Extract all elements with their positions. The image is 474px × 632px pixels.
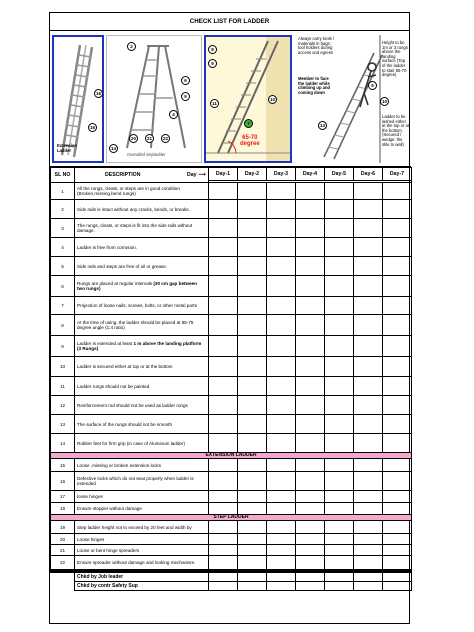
day-check-cell[interactable]	[267, 257, 296, 276]
day-check-cell[interactable]	[267, 434, 296, 453]
row-number: 11	[51, 377, 75, 396]
row-description: Ladder is extended at least 1 m above the landing platform (3 Rungs)	[75, 336, 209, 357]
day-check-cell[interactable]	[325, 219, 354, 238]
day-check-cell[interactable]	[209, 238, 238, 257]
day-check-cell[interactable]	[238, 200, 267, 219]
day-check-cell[interactable]	[354, 396, 383, 415]
table-row	[51, 503, 412, 515]
table-row	[51, 521, 412, 534]
row-number: 6	[51, 276, 75, 297]
row-description: Step ladder height not to exceed by 20 feet and width by	[75, 521, 209, 534]
signoff-cell[interactable]	[267, 582, 296, 591]
section-header-step: STEP LADDER	[51, 515, 412, 521]
section-header-extension: EXTENSION LADDER	[51, 453, 412, 459]
callout-badge: 4	[169, 110, 178, 119]
day-check-cell[interactable]	[267, 534, 296, 545]
row-number: 17	[51, 491, 75, 503]
day-check-cell[interactable]	[209, 336, 238, 357]
day-check-cell[interactable]	[296, 200, 325, 219]
day-check-cell[interactable]	[354, 472, 383, 491]
day-check-cell[interactable]	[296, 491, 325, 503]
row-number: 21	[51, 545, 75, 556]
row-description: Ladder is free from corrosion.	[75, 238, 209, 257]
day-check-cell[interactable]	[209, 556, 238, 570]
table-row	[51, 491, 412, 503]
day-check-cell[interactable]	[238, 545, 267, 556]
day-check-cell[interactable]	[238, 238, 267, 257]
row-description: Loose ,missing or broken extension locks	[75, 459, 209, 472]
extension-items	[51, 459, 412, 515]
day-check-cell[interactable]	[238, 336, 267, 357]
day-check-cell[interactable]	[354, 459, 383, 472]
day-check-cell[interactable]	[267, 238, 296, 257]
day-check-cell[interactable]	[238, 415, 267, 434]
row-number: 10	[51, 357, 75, 377]
day-check-cell[interactable]	[325, 556, 354, 570]
row-description: Ensure stopper without damage	[75, 503, 209, 515]
day-check-cell[interactable]	[383, 534, 412, 545]
day-check-cell[interactable]	[267, 297, 296, 315]
callout-badge: 9	[208, 59, 217, 68]
col-header-day-6: Day-6	[354, 168, 383, 181]
day-check-cell[interactable]	[238, 503, 267, 515]
row-description: Loose or bent hinge spreaders	[75, 545, 209, 556]
day-check-cell[interactable]	[354, 434, 383, 453]
row-number: 18	[51, 503, 75, 515]
day-check-cell[interactable]	[296, 238, 325, 257]
day-check-cell[interactable]	[267, 200, 296, 219]
day-check-cell[interactable]	[325, 276, 354, 297]
callout-badge: 10	[381, 99, 387, 104]
table-row	[51, 183, 412, 200]
callout-badge: 6	[181, 76, 190, 85]
table-header-row	[51, 168, 412, 181]
row-number: 2	[51, 200, 75, 219]
day-check-cell[interactable]	[354, 377, 383, 396]
day-check-cell[interactable]	[296, 257, 325, 276]
day-check-cell[interactable]	[383, 545, 412, 556]
row-description: Ensure spreader without damage and looking mechanism.	[75, 556, 209, 570]
day-check-cell[interactable]	[296, 415, 325, 434]
day-check-cell[interactable]	[209, 459, 238, 472]
day-check-cell[interactable]	[296, 219, 325, 238]
day-check-cell[interactable]	[267, 183, 296, 200]
table-row	[51, 415, 412, 434]
day-text: Day	[187, 171, 197, 178]
day-check-cell[interactable]	[296, 459, 325, 472]
day-check-cell[interactable]	[209, 219, 238, 238]
day-check-cell[interactable]	[209, 415, 238, 434]
day-check-cell[interactable]	[209, 276, 238, 297]
day-check-cell[interactable]	[325, 415, 354, 434]
day-check-cell[interactable]	[383, 219, 412, 238]
day-check-cell[interactable]	[325, 315, 354, 336]
day-check-cell[interactable]	[354, 491, 383, 503]
row-description: Defective locks which do not seat properly when ladder is extended	[75, 472, 209, 491]
day-check-cell[interactable]	[267, 521, 296, 534]
signoff-cell[interactable]	[383, 582, 412, 591]
day-check-cell[interactable]	[383, 491, 412, 503]
row-description: The rungs, cleats, or steps is fit into the side rails without damage.	[75, 219, 209, 238]
day-check-cell[interactable]	[296, 336, 325, 357]
day-check-cell[interactable]	[238, 315, 267, 336]
day-check-cell[interactable]	[296, 472, 325, 491]
table-row	[51, 556, 412, 570]
day-check-cell[interactable]	[267, 336, 296, 357]
day-check-cell[interactable]	[325, 183, 354, 200]
day-check-cell[interactable]	[383, 396, 412, 415]
row-number: 4	[51, 238, 75, 257]
row-number: 20	[51, 534, 75, 545]
signoff-cell[interactable]	[325, 582, 354, 591]
row-number: 16	[51, 472, 75, 491]
row-number: 19	[51, 521, 75, 534]
table-row	[51, 472, 412, 491]
callout-badge: 8	[208, 45, 217, 54]
note-tie: Ladder to be lashed either at the top or at the bottom (Secured / wedge: the stile to wall)	[382, 114, 410, 147]
day-check-cell[interactable]	[296, 377, 325, 396]
day-check-cell[interactable]	[325, 491, 354, 503]
day-check-cell[interactable]	[209, 491, 238, 503]
day-check-cell[interactable]	[383, 276, 412, 297]
checklist-sheet	[49, 12, 410, 624]
table-row	[51, 297, 412, 315]
day-check-cell[interactable]	[296, 521, 325, 534]
day-check-cell[interactable]	[209, 257, 238, 276]
day-check-cell[interactable]	[354, 183, 383, 200]
day-check-cell[interactable]	[238, 276, 267, 297]
day-check-cell[interactable]	[354, 534, 383, 545]
table-row	[51, 357, 412, 377]
row-description: Side rails and steps are free of oil or grease.	[75, 257, 209, 276]
row-description: Ladder rungs should not be painted.	[75, 377, 209, 396]
day-check-cell[interactable]	[383, 238, 412, 257]
day-check-cell[interactable]	[354, 257, 383, 276]
callout-badge: 5	[368, 81, 377, 90]
day-check-cell[interactable]	[238, 257, 267, 276]
callout-badge: 9	[181, 92, 190, 101]
day-check-cell[interactable]	[267, 556, 296, 570]
day-check-cell[interactable]	[383, 503, 412, 515]
day-check-cell[interactable]	[325, 357, 354, 377]
day-check-cell[interactable]	[209, 503, 238, 515]
day-check-cell[interactable]	[383, 183, 412, 200]
signoff-cell[interactable]	[267, 573, 296, 582]
day-check-cell[interactable]	[209, 297, 238, 315]
table-row	[51, 257, 412, 276]
table-row	[51, 219, 412, 238]
day-check-cell[interactable]	[354, 556, 383, 570]
day-check-cell[interactable]	[354, 503, 383, 515]
day-check-cell[interactable]	[325, 534, 354, 545]
row-number: 8	[51, 315, 75, 336]
row-description: Side rails is intact without any cracks, bends, or breaks.	[75, 200, 209, 219]
row-number: 7	[51, 297, 75, 315]
col-header-day-2: Day-2	[238, 168, 267, 181]
day-check-cell[interactable]	[325, 396, 354, 415]
general-items	[51, 183, 412, 453]
day-check-cell[interactable]	[238, 183, 267, 200]
row-number: 9	[51, 336, 75, 357]
col-header-day-1: Day-1	[209, 168, 238, 181]
table-row	[51, 434, 412, 453]
callout-badge: 10	[269, 97, 275, 102]
day-check-cell[interactable]	[383, 377, 412, 396]
day-check-cell[interactable]	[238, 534, 267, 545]
table-row	[51, 238, 412, 257]
callout-badge: 11	[210, 99, 219, 108]
day-check-cell[interactable]	[354, 545, 383, 556]
day-check-cell[interactable]	[383, 556, 412, 570]
day-check-cell[interactable]	[354, 336, 383, 357]
day-check-cell[interactable]	[325, 238, 354, 257]
callout-badge: 20	[130, 136, 136, 141]
day-check-cell[interactable]	[296, 183, 325, 200]
col-header-day-4: Day-4	[296, 168, 325, 181]
day-check-cell[interactable]	[209, 396, 238, 415]
day-check-cell[interactable]	[267, 415, 296, 434]
row-description: Ladder is secured either at top or at the bottom	[75, 357, 209, 377]
day-check-cell[interactable]	[209, 357, 238, 377]
day-check-cell[interactable]	[296, 315, 325, 336]
row-description: Projection of loose nails, screws, bolts, or other metal parts	[75, 297, 209, 315]
signoff-row	[51, 582, 412, 591]
day-check-cell[interactable]	[325, 545, 354, 556]
day-check-cell[interactable]	[325, 377, 354, 396]
col-header-day-7: Day-7	[383, 168, 412, 181]
note-height: Height to be 1m or 3 rungs above the landing surface (Top of the ladder to stair 65-70 degree)	[382, 40, 408, 78]
signoff-cell[interactable]	[354, 582, 383, 591]
day-check-cell[interactable]	[267, 545, 296, 556]
day-check-cell[interactable]	[325, 297, 354, 315]
day-check-cell[interactable]	[296, 297, 325, 315]
day-check-cell[interactable]	[296, 534, 325, 545]
day-check-cell[interactable]	[267, 276, 296, 297]
step-ladder-picture	[106, 35, 202, 163]
day-check-cell[interactable]	[238, 297, 267, 315]
col-header-description	[75, 168, 209, 183]
table-row	[51, 534, 412, 545]
row-description: Loose hinges	[75, 534, 209, 545]
day-check-cell[interactable]	[209, 183, 238, 200]
row-number: 14	[51, 434, 75, 453]
day-check-cell[interactable]	[354, 415, 383, 434]
signoff-section	[51, 570, 412, 591]
table-row	[51, 276, 412, 297]
arrow-right-icon: ⟶	[198, 171, 206, 178]
day-check-cell[interactable]	[296, 396, 325, 415]
day-check-cell[interactable]	[209, 521, 238, 534]
signoff-cell[interactable]	[383, 573, 412, 582]
ladder-angle-picture	[204, 35, 292, 163]
day-check-cell[interactable]	[238, 357, 267, 377]
day-check-cell[interactable]	[354, 238, 383, 257]
row-description: At the time of using, the ladder should be placed at 65-75 degree angle (1:4 ratio)	[75, 315, 209, 336]
day-check-cell[interactable]	[296, 503, 325, 515]
day-check-cell[interactable]	[238, 459, 267, 472]
day-check-cell[interactable]	[354, 521, 383, 534]
day-check-cell[interactable]	[296, 276, 325, 297]
day-check-cell[interactable]	[296, 357, 325, 377]
day-check-cell[interactable]	[325, 503, 354, 515]
row-number: 13	[51, 415, 75, 434]
illustration-strip	[50, 31, 411, 167]
table-row	[51, 396, 412, 415]
day-check-cell[interactable]	[238, 556, 267, 570]
signoff-cell[interactable]	[354, 573, 383, 582]
day-check-cell[interactable]	[209, 534, 238, 545]
day-check-cell[interactable]	[325, 472, 354, 491]
day-check-cell[interactable]	[267, 396, 296, 415]
row-number: 5	[51, 257, 75, 276]
day-check-cell[interactable]	[383, 459, 412, 472]
checklist-table	[50, 167, 412, 591]
description-label: DESCRIPTION	[105, 171, 141, 178]
day-check-cell[interactable]	[209, 545, 238, 556]
day-check-cell[interactable]	[267, 315, 296, 336]
row-description: The surface of the rungs should not be smooth	[75, 415, 209, 434]
day-check-cell[interactable]	[267, 357, 296, 377]
day-check-cell[interactable]	[238, 491, 267, 503]
signoff-cell[interactable]	[296, 582, 325, 591]
day-check-cell[interactable]	[325, 336, 354, 357]
day-check-cell[interactable]	[209, 315, 238, 336]
signoff-cell[interactable]	[209, 573, 238, 582]
signoff-row	[51, 573, 412, 582]
day-check-cell[interactable]	[238, 521, 267, 534]
day-check-cell[interactable]	[354, 219, 383, 238]
day-check-cell[interactable]	[209, 434, 238, 453]
day-label	[187, 173, 206, 178]
row-description: Rubber feet for firm grip (in case of Aluminum ladder)	[75, 434, 209, 453]
signoff-cell[interactable]	[238, 582, 267, 591]
row-description: loose hinges	[75, 491, 209, 503]
row-number: 12	[51, 396, 75, 415]
col-header-day-3: Day-3	[267, 168, 296, 181]
day-check-cell[interactable]	[383, 434, 412, 453]
row-description: Reinforcement rod should not be used as ladder rungs	[75, 396, 209, 415]
row-number: 3	[51, 219, 75, 238]
callout-badge: 7	[244, 119, 253, 128]
callout-badge: 16	[95, 91, 101, 96]
day-check-cell[interactable]	[267, 491, 296, 503]
day-check-cell[interactable]	[383, 200, 412, 219]
row-number: 22	[51, 556, 75, 570]
note-carry-tools: Always carry tools / materials in bags; tool holders during access and egress	[298, 36, 335, 55]
signoff-cell[interactable]	[296, 573, 325, 582]
day-check-cell[interactable]	[325, 257, 354, 276]
signoff-label: Chkd by contr Safety Sup	[75, 582, 209, 591]
step-items	[51, 521, 412, 570]
day-check-cell[interactable]	[325, 459, 354, 472]
callout-badge: 13	[319, 123, 325, 128]
day-check-cell[interactable]	[383, 297, 412, 315]
day-check-cell[interactable]	[325, 434, 354, 453]
table-row	[51, 459, 412, 472]
day-check-cell[interactable]	[325, 521, 354, 534]
day-check-cell[interactable]	[383, 472, 412, 491]
day-check-cell[interactable]	[383, 521, 412, 534]
row-description: Rungs are placed at regular intervals (30 cm gap between two rungs)	[75, 276, 209, 297]
table-row	[51, 377, 412, 396]
callout-badge: 21	[146, 136, 152, 141]
table-row	[51, 336, 412, 357]
day-check-cell[interactable]	[238, 396, 267, 415]
day-check-cell[interactable]	[267, 219, 296, 238]
row-number: 1	[51, 183, 75, 200]
signoff-cell[interactable]	[325, 573, 354, 582]
signoff-label: Chkd by Job leader	[75, 573, 209, 582]
day-check-cell[interactable]	[296, 545, 325, 556]
day-check-cell[interactable]	[296, 556, 325, 570]
day-check-cell[interactable]	[383, 357, 412, 377]
day-check-cell[interactable]	[238, 434, 267, 453]
signoff-cell[interactable]	[209, 582, 238, 591]
day-check-cell[interactable]	[383, 415, 412, 434]
extension-ladder-caption: Extension Ladder	[57, 143, 78, 153]
table-row	[51, 545, 412, 556]
day-check-cell[interactable]	[238, 377, 267, 396]
callout-badge: 14	[110, 146, 116, 151]
note-face-ladder: Member to face the ladder while climbing up and coming down	[298, 76, 331, 95]
day-check-cell[interactable]	[354, 315, 383, 336]
day-check-cell[interactable]	[267, 377, 296, 396]
day-check-cell[interactable]	[325, 200, 354, 219]
day-check-cell[interactable]	[354, 297, 383, 315]
day-check-cell[interactable]	[267, 472, 296, 491]
row-number: 15	[51, 459, 75, 472]
day-check-cell[interactable]	[383, 315, 412, 336]
day-check-cell[interactable]	[354, 357, 383, 377]
angle-label: 65-70 degree	[240, 135, 260, 147]
table-row	[51, 315, 412, 336]
day-check-cell[interactable]	[209, 200, 238, 219]
col-header-day-5: Day-5	[325, 168, 354, 181]
step-ladder-caption: Overalled stepladder	[127, 152, 166, 157]
callout-badge: 16	[89, 125, 95, 130]
day-check-cell[interactable]	[209, 377, 238, 396]
day-check-cell[interactable]	[383, 257, 412, 276]
day-check-cell[interactable]	[267, 459, 296, 472]
extension-ladder-picture	[52, 35, 104, 163]
worker-ladder-picture	[294, 35, 409, 163]
day-check-cell[interactable]	[354, 200, 383, 219]
day-check-cell[interactable]	[238, 472, 267, 491]
callout-badge: 22	[162, 136, 168, 141]
day-check-cell[interactable]	[383, 336, 412, 357]
day-check-cell[interactable]	[238, 219, 267, 238]
table-row	[51, 200, 412, 219]
day-check-cell[interactable]	[354, 276, 383, 297]
page-title: CHECK LIST FOR LADDER	[50, 13, 409, 31]
day-check-cell[interactable]	[209, 472, 238, 491]
day-check-cell[interactable]	[267, 503, 296, 515]
day-check-cell[interactable]	[296, 434, 325, 453]
col-header-sl: SL NO	[51, 168, 75, 183]
callout-badge: 2	[127, 42, 136, 51]
signoff-cell[interactable]	[238, 573, 267, 582]
row-description: All the rungs, cleats, or steps are in good condition (Broken,missing,bend rungs)	[75, 183, 209, 200]
